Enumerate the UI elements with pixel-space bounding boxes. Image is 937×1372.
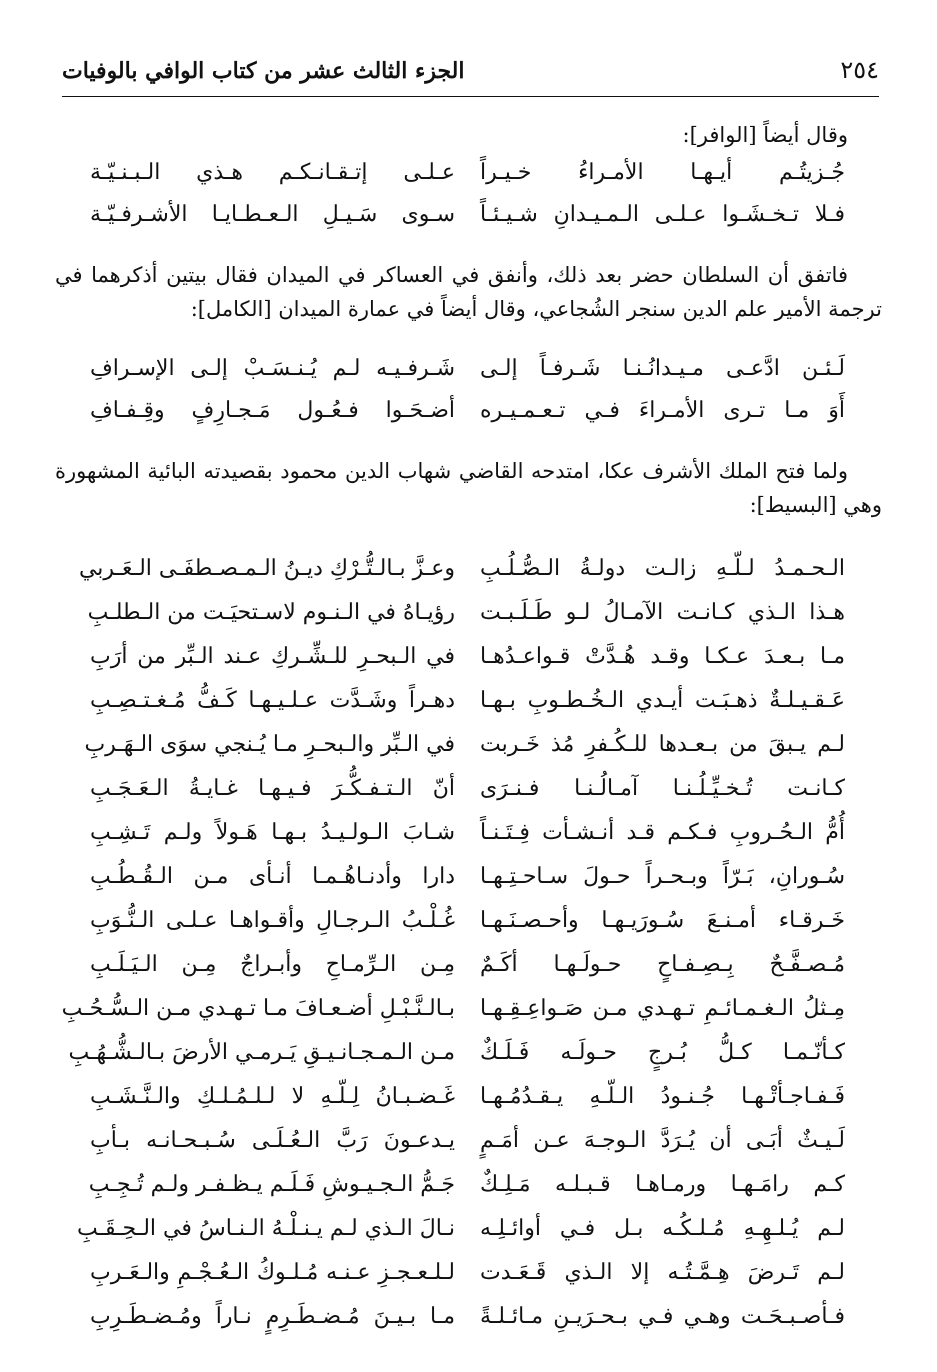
verse-first-hemistich: لَـئـن ادَّعـى مـيـدانُـنـا شَـرفـاً إلـى <box>480 356 845 381</box>
verse-second-hemistich: رؤيـاهُ في الـنـوم لاسـتحيَـت من الـطلـبِ <box>87 600 455 625</box>
verse-line <box>90 1172 845 1218</box>
verse-line <box>90 908 845 954</box>
verse-second-hemistich: بـالـنَّـبْـلِ أضـعـافَ مـا تـهـدي مـن الـسُّـحُـبِ <box>61 996 455 1021</box>
verse-first-hemistich: لـم يـبقَ من بـعـدها للـكُـفرِ مُذ خَـربت <box>480 732 845 757</box>
verse-line <box>68 1040 845 1086</box>
verse-first-hemistich: فـلا تـخـشَـوا عـلـى الـمـيـدانِ شـيـئـاً <box>480 202 845 227</box>
verse-second-hemistich: في الـبِّر والـبحـرِ مـا يُـنجي سوَى الـهَـربِ <box>84 732 455 757</box>
verse-line <box>90 1128 845 1174</box>
verse-second-hemistich: لـلـعـجـزِ عـنـه مُـلـوكُ الـعُـجْـمِ والـعَـربِ <box>90 1260 455 1285</box>
verse-second-hemistich: نـالَ الـذي لـم يـنـلْـهُ الـنـاسُ في الـحِـقَـبِ <box>76 1216 455 1241</box>
verse-line <box>90 820 845 866</box>
verse-first-hemistich: كـانـت تُـخـيِّـلُـنـا آمـالُـنـا فـنـرَى <box>480 776 845 801</box>
verse-second-hemistich: سـوى سَـيـلِ الـعـطـايـا الأشـرفـيّـة <box>90 202 455 227</box>
prose-paragraph: ولما فتح الملك الأشرف عكا، امتدحه القاضي شهاب الدين محمود بقصيدته البائية المشهورة وهي [البسيط]: <box>55 459 882 517</box>
verse-line <box>90 688 845 734</box>
verse-first-hemistich: الـحـمـدُ لـلّـهِ زالـت دولـةُ الـصُّـلُـبِ <box>480 556 845 581</box>
verse-second-hemistich: غَـضـبـانُ لِـلّـهِ لا لـلـمُـلـكِ والـنَّـشَـبِ <box>90 1084 455 1109</box>
verse-line <box>61 996 845 1042</box>
page-number: ٢٥٤ <box>840 56 879 84</box>
prose-paragraph: فاتفق أن السلطان حضر بعد ذلك، وأنفق في العساكر في الميدان فقال بيتين أذكرهما في ترجمة الأمير علم الدين سنجر الشُجاعي، وقال أيضاً في عمارة الميدان [الكامل]: <box>55 263 882 321</box>
verse-first-hemistich: لَـيـثٌ أبَـى أن يُـرَدَّ الـوجـهَ عـن أمَـمٍ <box>480 1128 845 1153</box>
verse-line <box>90 1260 845 1306</box>
verse-second-hemistich: شـابَ الـولـيـدُ بـهـا هَـولاً ولـم تَـشِـبِ <box>90 820 455 845</box>
verse-first-hemistich: لـم يُـلـهِـهِ مُـلـكُـه بـل فـي أوائـلِـه <box>480 1216 845 1241</box>
verse-first-hemistich: مِـثلُ الـغـمـائـمِ تـهـدي مـن صَـواعِـقِـهـا <box>480 996 845 1021</box>
verse-second-hemistich: دارا وأدنـاهُـمـا أنـأى مـن الـقُـطُـبِ <box>90 864 455 889</box>
verse-line <box>90 398 845 444</box>
verse-first-hemistich: عَـقـيـلـةٌ ذهـبَـت أيـدي الـخُـطـوبِ بـهـا <box>480 688 845 713</box>
verse-second-hemistich: شَـرفـيـه لـم يُـنـسَـبْ إلـى الإسـرافِ <box>90 356 455 381</box>
verse-second-hemistich: مـا بـيـنَ مُـضـطَـرِمٍ نـاراً ومُـضـطَـرِبِ <box>90 1304 455 1329</box>
verse-line <box>84 732 845 778</box>
verse-first-hemistich: جُـزيتُـم أيـهـا الأمـراءُ خـيـراً <box>480 160 845 185</box>
verse-first-hemistich: لـم تَـرضَ هِـمَّـتُـه إلا الـذي قَـعَـدت <box>480 1260 845 1285</box>
verse-second-hemistich: جَـمُّ الـجـيـوشِ فَـلَـم يـظـفـر ولـم تُـجِـبِ <box>88 1172 455 1197</box>
verse-second-hemistich: يـدعـونَ رَبَّ الـعُـلَـى سُـبـحـانـه بـأبِ <box>90 1128 455 1153</box>
verse-second-hemistich: غُـلْـبُ الـرجـالِ وأقـواهـا عـلـى الـنُّـوَبِ <box>90 908 455 933</box>
verse-line <box>90 356 845 402</box>
verse-line <box>90 864 845 910</box>
verse-line <box>90 644 845 690</box>
verse-line <box>90 1084 845 1130</box>
page-header <box>62 44 879 97</box>
verse-line <box>87 600 845 646</box>
verse-first-hemistich: كـم رامَـهـا ورمـاهـا قـبـلـه مَـلِـكٌ <box>480 1172 845 1197</box>
verse-first-hemistich: مـا بـعـدَ عـكـا وقـد هُـدَّتْ قـواعـدُهـا <box>480 644 845 669</box>
poem-intro: وقال أيضاً [الوافر]: <box>682 123 848 147</box>
verse-second-hemistich: عـلـى إتـقـانـكـم هـذي الـبـنـيّـة <box>90 160 455 185</box>
verse-first-hemistich: أُمُّ الـحُـروبِ فـكـم قـد أنـشـأت فِـتَـنـاً <box>480 820 845 845</box>
verse-first-hemistich: كـأنّـمـا كـلُّ بُـرجٍ حـولَـه فَـلَـكٌ <box>480 1040 845 1065</box>
verse-first-hemistich: هـذا الـذي كـانـت الآمـالُ لـو طَـلَـبـت <box>480 600 845 625</box>
verse-second-hemistich: أنّ الـتـفـكُّـرَ فـيـهـا غـايـةُ الـعَـجَـبِ <box>90 776 455 801</box>
verse-line <box>76 1216 845 1262</box>
verse-first-hemistich: أَوَ مـا تـرى الأمـراءَ فـي تـعـمـيـره <box>480 398 845 423</box>
verse-first-hemistich: فـأصـبـحَـت وهـي فـي بـحـرَيـنِ مـائـلـةً <box>480 1304 845 1329</box>
verse-first-hemistich: خَـرقـاء أمـنـعَ سُـورَيـهـا وأحـصـنَـهـا <box>480 908 845 933</box>
verse-second-hemistich: مـن الـمـجـانـيـقِ يَـرمـي الأرضَ بـالـشُّـهُـبِ <box>68 1040 455 1065</box>
verse-second-hemistich: دهـراً وشَـدَّت عـلـيـهـا كَـفُّ مُـغـتـصِـبِ <box>90 688 455 713</box>
verse-first-hemistich: مُـصـفَّـحٌ بِـصِـفـاحٍ حـولَـهـا أكَـمٌ <box>480 952 845 977</box>
verse-second-hemistich: في الـبحـرِ للـشِّـركِ عـند الـبِّر من أرَبِ <box>90 644 455 669</box>
verse-line <box>90 776 845 822</box>
verse-second-hemistich: وعـزَّ بـالـتُّـرْكِ ديـنُ الـمـصـطفَـى الـعَـربي <box>78 556 455 581</box>
verse-first-hemistich: سُـورانِ، بَـرّاً وبـحـراً حـولَ سـاحـتِـهـا <box>480 864 845 889</box>
verse-second-hemistich: أضـحَـوا فـعُـول مَـجـارِفٍ وقِـفـافِ <box>90 398 455 423</box>
verse-second-hemistich: مِـن الـرِّمـاحِ وأبـراجٌ مِـن الـيَـلَـبِ <box>90 952 455 977</box>
running-title: الجزء الثالث عشر من كتاب الوافي بالوفيات <box>62 58 465 84</box>
verse-line <box>90 202 845 248</box>
verse-line <box>90 1304 845 1350</box>
verse-line <box>90 160 845 206</box>
verse-first-hemistich: فَـفـاجـأتْـهـا جُـنـودُ الـلّـهِ يـقـدُمُـهـا <box>480 1084 845 1109</box>
verse-line <box>78 556 845 602</box>
verse-line <box>90 952 845 998</box>
